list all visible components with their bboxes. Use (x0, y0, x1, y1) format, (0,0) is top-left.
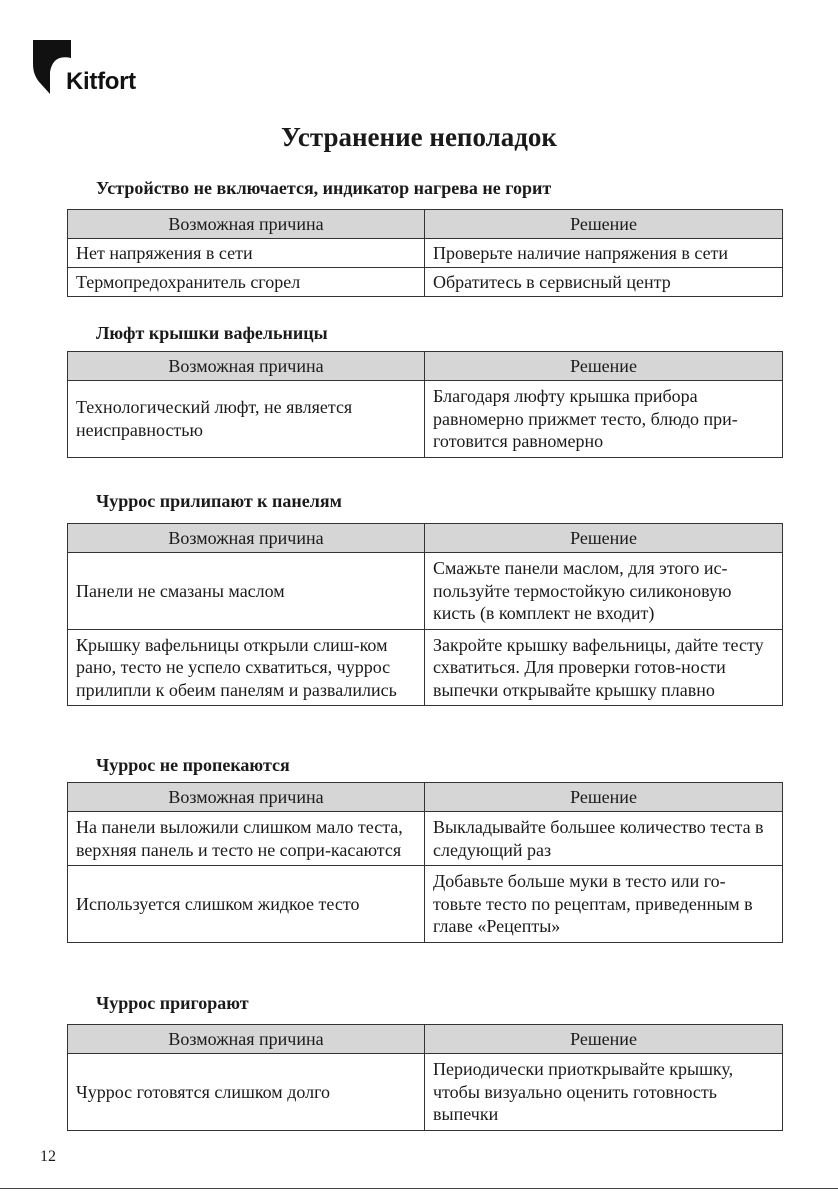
troubleshooting-table (67, 782, 783, 943)
cause-cell: Нет напряжения в сети (68, 239, 425, 268)
column-header-solution: Решение (425, 524, 783, 553)
table-header-row (68, 210, 783, 239)
section-heading: Чуррос прилипают к панелям (96, 491, 342, 511)
page-title: Устранение неполадок (281, 122, 557, 152)
column-header-cause: Возможная причина (68, 352, 425, 381)
troubleshooting-table (67, 523, 783, 706)
column-header-solution: Решение (425, 783, 783, 812)
section-heading: Устройство не включается, индикатор нагрева не горит (96, 178, 552, 198)
column-header-cause: Возможная причина (68, 210, 425, 239)
column-header-solution: Решение (425, 352, 783, 381)
cause-cell: Термопредохранитель сгорел (68, 268, 425, 297)
kitfort-logo (33, 40, 153, 96)
section-heading: Чуррос пригорают (96, 993, 249, 1013)
troubleshooting-table (67, 351, 783, 458)
table-row (68, 268, 783, 297)
solution-cell: Обратитесь в сервисный центр (425, 268, 783, 297)
table-header-row (68, 524, 783, 553)
solution-cell: Выкладывайте большее количество теста в следующий раз (425, 812, 783, 866)
table-row (68, 866, 783, 943)
column-header-cause: Возможная причина (68, 1025, 425, 1054)
page-bottom-rule (0, 1188, 838, 1189)
column-header-cause: Возможная причина (68, 783, 425, 812)
cause-cell: Панели не смазаны маслом (68, 553, 425, 630)
table-row (68, 553, 783, 630)
table-row (68, 1054, 783, 1131)
table-header-row (68, 783, 783, 812)
cause-cell: Технологический люфт, не является неисправностью (68, 381, 425, 458)
troubleshooting-table (67, 209, 783, 297)
table-header-row (68, 352, 783, 381)
solution-cell: Добавьте больше муки в тесто или го-товьте тесто по рецептам, приведенным в главе «Рецепты» (425, 866, 783, 943)
column-header-cause: Возможная причина (68, 524, 425, 553)
section-heading: Люфт крышки вафельницы (96, 323, 328, 343)
solution-cell: Смажьте панели маслом, для этого ис-пользуйте термостойкую силиконовую кисть (в комплект не входит) (425, 553, 783, 630)
column-header-solution: Решение (425, 210, 783, 239)
solution-cell: Закройте крышку вафельницы, дайте тесту схватиться. Для проверки готов-ности выпечки открывайте крышку плавно (425, 629, 783, 706)
table-row (68, 812, 783, 866)
table-row (68, 239, 783, 268)
column-header-solution: Решение (425, 1025, 783, 1054)
table-header-row (68, 1025, 783, 1054)
brand-name: Kitfort (66, 68, 136, 95)
cause-cell: На панели выложили слишком мало теста, верхняя панель и тесто не сопри-касаются (68, 812, 425, 866)
cause-cell: Чуррос готовятся слишком долго (68, 1054, 425, 1131)
solution-cell: Периодически приоткрывайте крышку, чтобы визуально оценить готовность выпечки (425, 1054, 783, 1131)
page-number: 12 (40, 1148, 56, 1165)
table-row (68, 629, 783, 706)
cause-cell: Используется слишком жидкое тесто (68, 866, 425, 943)
solution-cell: Проверьте наличие напряжения в сети (425, 239, 783, 268)
troubleshooting-table (67, 1024, 783, 1131)
section-heading: Чуррос не пропекаются (96, 755, 290, 775)
solution-cell: Благодаря люфту крышка прибора равномерно прижмет тесто, блюдо при-готовится равномерно (425, 381, 783, 458)
table-row (68, 381, 783, 458)
cause-cell: Крышку вафельницы открыли слиш-ком рано, тесто не успело схватиться, чуррос прилипли к обеим панелям и развалились (68, 629, 425, 706)
